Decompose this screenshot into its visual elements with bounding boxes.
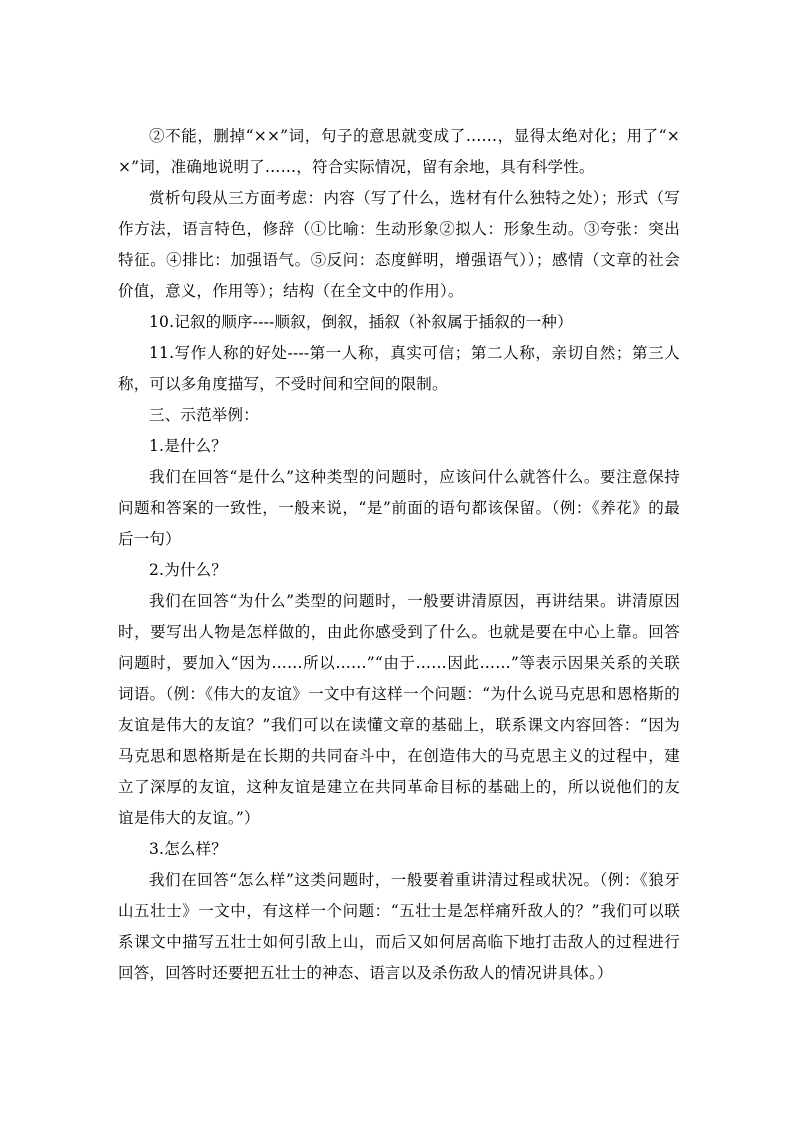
paragraph-why: 我们在回答“为什么”类型的问题时，一般要讲清原因，再讲结果。讲清原因时，要写出人物是怎样做的，由此你感受到了什么。也就是要在中心上靠。回答问题时，要加入“因为……所以……”“由于……因此……”等表示因果关系的关联词语。（例：《伟大的友谊》一文中有这样一个问题：“为什么说马克思和恩格斯的友谊是伟大的友谊？”我们可以在读懂文章的基础上，联系课文内容回答：“因为马克思和恩格斯是在长期的共同奋斗中，在创造伟大的马克思主义的过程中，建立了深厚的友谊，这种友谊是建立在共同革命目标的基础上的，所以说他们的友谊是伟大的友谊。”） (118, 592, 680, 827)
paragraph-how: 我们在回答“怎么样”这类问题时，一般要着重讲清过程或状况。（例：《狼牙山五壮士》一文中，有这样一个问题：“五壮士是怎样痛歼敌人的？”我们可以联系课文中描写五壮士如何引敌上山，而后又如何居高临下地打击敌人的过程进行回答，回答时还要把五壮士的神态、语言以及杀伤敌人的情况讲具体。） (118, 871, 680, 982)
paragraph-appreciation-method: 赏析句段从三方面考虑：内容（写了什么，选材有什么独特之处）；形式（写作方法，语言特色，修辞（①比喻：生动形象②拟人：形象生动。③夸张：突出特征。④排比：加强语气。⑤反问：态度鲜明，增强语气））；感情（文章的社会价值，意义，作用等）；结构（在全文中的作用）。 (118, 189, 680, 300)
paragraph-narrative-person: 11.写作人称的好处----第一人称，真实可信；第二人称，亲切自然；第三人称，可以多角度描写，不受时间和空间的限制。 (118, 344, 680, 393)
document-body (118, 121, 680, 989)
subheading-how: 3.怎么样？ (149, 840, 227, 858)
section-heading-examples: 三、示范举例： (149, 406, 259, 424)
paragraph-narrative-order: 10.记叙的顺序----顺叙，倒叙，插叙（补叙属于插叙的一种） (149, 313, 573, 331)
subheading-why: 2.为什么？ (149, 561, 227, 579)
paragraph-what: 我们在回答“是什么”这种类型的问题时，应该问什么就答什么。要注意保持问题和答案的一致性，一般来说，“是”前面的语句都该保留。（例：《养花》的最后一句） (118, 468, 680, 548)
paragraph-judgment-answer: ②不能，删掉“××”词，句子的意思就变成了……，显得太绝对化；用了“××”词，准确地说明了……，符合实际情况，留有余地，具有科学性。 (118, 127, 680, 176)
subheading-what: 1.是什么？ (149, 437, 227, 455)
